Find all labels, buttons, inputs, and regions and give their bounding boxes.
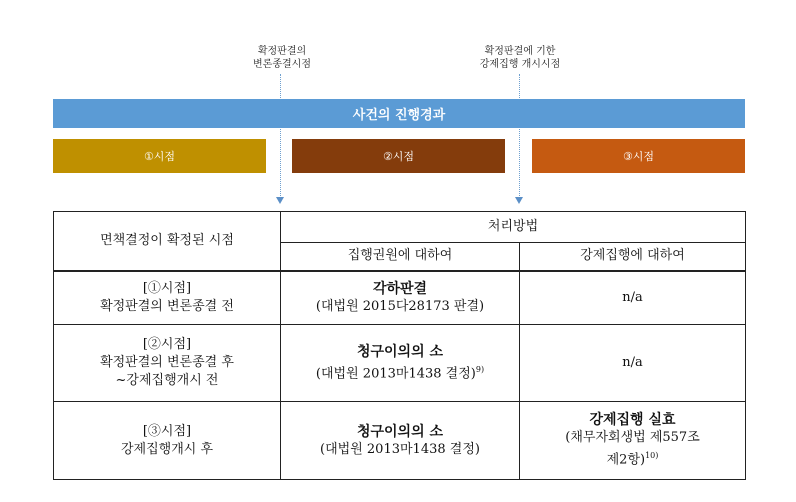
header-decision-time: 면책결정이 확정된 시점: [54, 212, 281, 271]
phase-1-bar: ①시점: [53, 139, 266, 173]
marker-label-2: [475, 45, 565, 71]
row1-exec: n/a: [520, 271, 746, 324]
row3-title: 청구이의의 소 (대법원 2013마1438 결정): [281, 402, 520, 480]
row2-title: 청구이의의 소 (대법원 2013마1438 결정)$^{9)}$: [281, 324, 520, 402]
row1-time: [①시점] 확정판결의 변론종결 전: [54, 271, 281, 324]
row3-exec: 강제집행 실효 (채무자회생법 제557조 제2항)$^{10)}$: [520, 402, 746, 480]
marker-1-line2: 변론종결시점: [253, 59, 311, 70]
row2-time: [②시점] 확정판결의 변론종결 후 ~강제집행개시 전: [54, 324, 281, 402]
header-compulsory-execution: 강제집행에 대하여: [520, 242, 746, 271]
phase-2-bar: ②시점: [292, 139, 505, 173]
marker-label-1: [252, 45, 312, 71]
phase-3-bar: ③시점: [532, 139, 745, 173]
header-treatment: 처리방법: [281, 212, 746, 243]
table-row: [54, 324, 746, 402]
timeline-main-bar: 사건의 진행경과: [53, 99, 745, 128]
marker-2-line1: 확정판결에 기한: [484, 46, 556, 57]
marker-arrow-1: [276, 197, 284, 204]
table-row: [54, 402, 746, 480]
row2-exec: n/a: [520, 324, 746, 402]
footnote-10: 10): [645, 451, 659, 461]
row3-time: [③시점] 강제집행개시 후: [54, 402, 281, 480]
marker-2-line2: 강제집행 개시시점: [479, 59, 561, 70]
marker-line-2: [519, 74, 520, 198]
header-title-of-execution: 집행권원에 대하여: [281, 242, 520, 271]
row1-title: 각하판결 (대법원 2015다28173 판결): [281, 271, 520, 324]
table-row: [54, 271, 746, 324]
treatment-table: [53, 211, 746, 480]
marker-line-1: [280, 74, 281, 198]
marker-arrow-2: [515, 197, 523, 204]
footnote-9: 9): [475, 364, 485, 374]
marker-1-line1: 확정판결의: [257, 46, 307, 57]
